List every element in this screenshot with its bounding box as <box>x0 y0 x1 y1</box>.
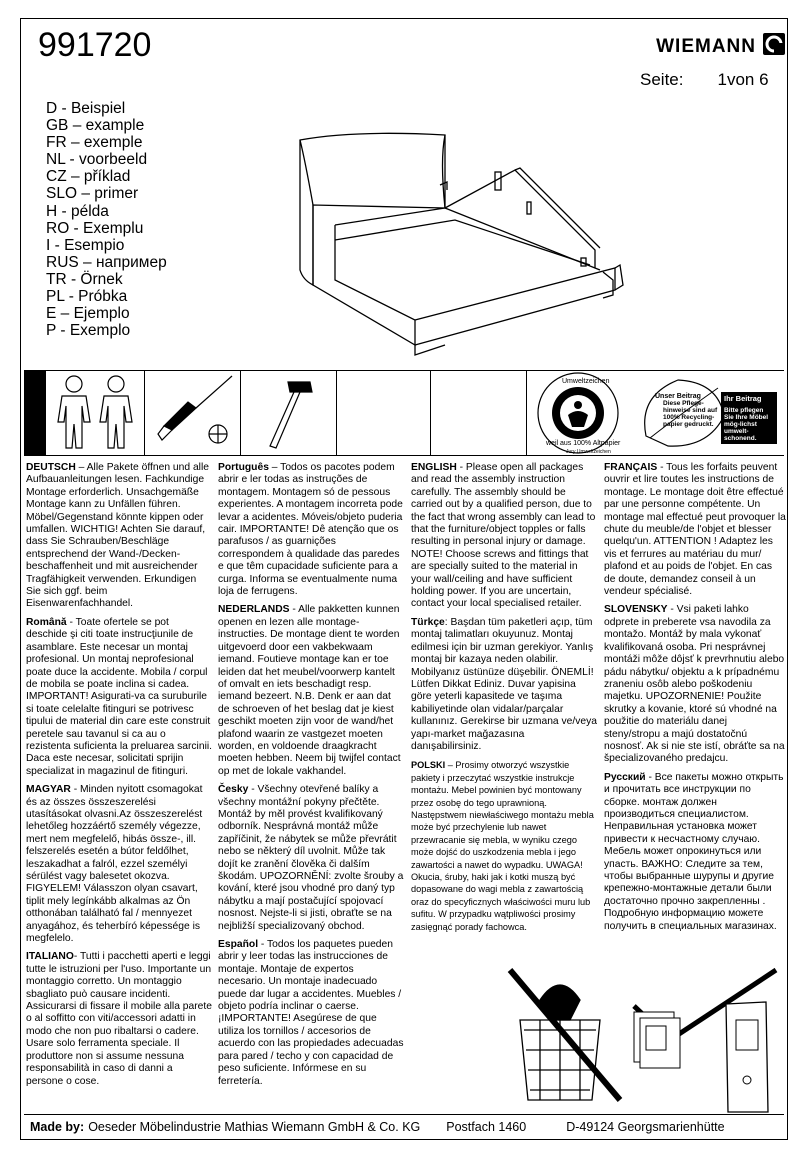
screwdriver-icon <box>152 374 236 452</box>
city: D-49124 Georgsmarienhütte <box>566 1120 725 1134</box>
page-info <box>640 70 769 90</box>
made-by-label: Made by: <box>30 1120 85 1134</box>
seal-tiny-text: Jury Umweltzeichen <box>566 449 611 455</box>
paragraph: Česky - Všechny otevřené balíky a všechny montážní pokyny přečtěte. Montáž by měl provést kvalifikovaný odborník. Nesprávná montáž může zapříčinit, že nábytek se může převrátit nebo se některý díl uvolnit. Může tak dojít ke zranění člověka či dalším škodám. UPOZORNĚNÍ: zvolte šrouby a kování, které jsou vhodné pro daný typ nábytku a mají postačující spojovací nosnost. Nejste-li si jisti, obraťte se na nejbližší specializovaný obchod. <box>218 784 404 932</box>
paragraph: ENGLISH - Please open all packages and read the assembly instruction carefully. The assembly should be carried out by a qualified person, due to the fact that wrong assembly can lead to that the furniture/object topples or falls resulting in personal injury or damage. NOTE! Choose screws and fittings that are specially suited to the material in your wall/ceiling and have sufficient holding power. If you are uncertain, contact your local specialised retailer. <box>411 462 596 610</box>
page-value: 1von 6 <box>717 70 769 89</box>
paragraph: DEUTSCH – Alle Pakete öffnen und alle Aufbauanleitungen lesen. Fachkundige Montage erforderlich. Unsachgemäße Montage kann zu Unfällen führen. Möbel/Gegenstand könnte kippen oder umfallen. WICHTIG! Achten Sie darauf, dass Sie Schrauben/Beschläge entsprechend der Wand-/Decken-beschaffenheit und mit ausreichender Tragfähigkeit verwenden. Erkundigen Sie sich ggf. beim Eisenwarenfachhandel. <box>26 462 209 610</box>
paragraph: Română - Toate ofertele se pot deschide şi citi toate instrucţiunile de asamblare. Este necesar un montaj profesional. Un montaj neprofesional poate duce la accidente. Mobila / corpul de mobila se poate inclina si cadea. IMPORTANT! Asigurati-va ca suruburile si toate celelalte fitinguri se potrivesc tipului de material din care este construit peretele sau tavanul si ca au o rezistenta suficienta la preluarea sarcinii. Daca este necesar, solicitati sprijin specializat in magazinul de fitinguri. <box>26 616 213 777</box>
paragraph: Português – Todos os pacotes podem abrir e ler todas as instruções de montagem. Montagem só de pessous experientes. A montagem incorreta pode levar a acidentes. Móveis/objeto puderia cair. IMPORTANTE! Dê atenção que os parafusos / as guarnições correspondem à qualidade das paredes e que têm cupacidade suficiente para a curga. Informa se eventualmente numa loja de ferrugens. <box>218 462 403 598</box>
language-item: TR - Örnek <box>46 270 123 288</box>
paragraph: FRANÇAIS - Tous les forfaits peuvent ouvrir et lire toutes les instructions de montage. Le montage doit être effectué par une personne compétente. Un montage mal effectué peut provoquer la chute du meuble/de l'objet et blesser quelqu'un. ATTENTION ! Adaptez les vis et ferrures au matériau du mur/ plafond et au poids de l'objet. En cas de doute, demandez conseil à un vendeur spécialisé. <box>604 462 786 598</box>
divider <box>144 370 145 455</box>
seal-top-text: Umweltzeichen <box>562 378 610 385</box>
hammer-icon <box>250 376 326 452</box>
language-item: RO - Exemplu <box>46 219 144 237</box>
badge-text: Diese Pflege-hinweise sind auf 100% Recycling-papier gedruckt. <box>663 400 718 428</box>
language-item: PL - Próbka <box>46 288 128 306</box>
two-persons-icon <box>52 372 140 452</box>
paragraph: NEDERLANDS - Alle pakketten kunnen openen en lezen alle montage-instructies. De montage dient te worden uitgevoerd door een vakbekwaam iemand. Foutieve montage kan er toe leiden dat het meubel/voorwerp kantelt of omvalt en iets beschadigt resp. iemand bezeert. N.B. Denk er aan dat de schroeven of het beslag dat je kiest geschikt moeten zijn voor de wand/het plafond waarin ze vastgezet moeten worden, en voldoende draagkracht moeten hebben. Neem bij twijfel contact op met de lokale vakhandel. <box>218 604 401 777</box>
postfach: Postfach 1460 <box>446 1120 527 1134</box>
footer <box>30 1120 745 1134</box>
language-list <box>46 100 167 339</box>
language-item: CZ – příklad <box>46 168 131 186</box>
text-column-4 <box>604 462 786 939</box>
divider <box>336 370 337 455</box>
badge-title: Ihr Beitrag <box>724 394 762 403</box>
badge-title: Unser Beitrag <box>655 393 701 400</box>
paragraph: SLOVENSKY - Vsi paketi lahko odprete in preberete vsa navodila za montažo. Montáž by mala vykonať kvalifikovaná osoba. Pri nesprávnej montáži môže dôjsť k prevrhnutiu alebo pádu nábytku/ objektu a k prípadnému zraneniu osôb alebo poškodeniu majetku. UPOZORNENIE! Použite skrutky a kovanie, ktoré sú vhodné na použitie do materiálu danej steny/stropu a majú dostatočnú nosnosť. Ak si nie ste istí, obráťte sa na špecializovaného predajcu. <box>604 604 785 765</box>
language-item: P - Exemplo <box>46 322 131 340</box>
paragraph: Русский - Все пакеты можно открыть и прочитать все инструкции по сборке. монтаж должен производиться специалистом. Неправильная установка может привести к несчастному случаю. Мебель может опрокинуться или упасть. ВАЖНО: Следите за тем, чтобы выбранные шурупы и другие крепежно-монтажные детали были достаточно прочно закрепленны . Подробную информацию можете получить в специальных магазинах. <box>604 771 784 932</box>
icon-strip-bar <box>24 370 46 455</box>
no-trash-illustration <box>500 960 640 1110</box>
text-column-1 <box>26 462 212 1094</box>
paragraph: ITALIANO- Tutti i pacchetti aperti e leggi tutte le istruzioni per l'uso. Importante un montaggio corretto. Un montaggio sbagliato può causare incidenti. Assicurarsi di fissare il mobile alla parete o al soffitto con viti/accessori adatti in modo che non puo ribaltarsi o cadere. Usare solo ferramenta speciale. Il produttore non si assume nessuna responsabilità in caso di danni a persone o cose. <box>26 951 212 1087</box>
brand-name: WIEMANN <box>656 36 756 57</box>
text-column-3 <box>411 462 597 939</box>
language-item: NL - voorbeeld <box>46 151 148 169</box>
divider <box>24 455 784 456</box>
wiemann-logo-icon <box>762 32 786 56</box>
language-item: GB – example <box>46 117 145 135</box>
language-item: D - Beispiel <box>46 100 126 117</box>
divider <box>240 370 241 455</box>
binder-icon <box>722 1000 772 1115</box>
language-item: I - Esempio <box>46 236 125 254</box>
company-name: Oeseder Möbelindustrie Mathias Wiemann GmbH & Co. KG <box>88 1120 421 1134</box>
badge-text: Bitte pflegen Sie Ihre Möbel mög-lichst umwelt-schonend. <box>724 407 769 442</box>
language-item: RUS – например <box>46 253 167 271</box>
paragraph: Türkçe: Başdan tüm paketleri açıp, tüm montaj talimatları okuyunuz. Montaj edilmesi için bir uzman gerekiyor. Yanlış montaj bir kazaya neden olabilir. Mobilyanız üstünüze düşebilir. ÖNEMLİ! Lütfen Dikkat Ediniz. Duvar yapisina göre yeterli kapasitede ve taşıma kabiliyetinde olan vidalar/parçalar kullanınız. Gerekirse bir uzmana ve/veya yapı-market mağazasına danışabilirsiniz. <box>411 616 597 752</box>
seal-bottom-text: weil aus 100% Altpapier <box>546 440 621 447</box>
divider <box>526 370 527 455</box>
document-sheets-icon <box>632 1010 682 1070</box>
bed-illustration <box>295 130 645 360</box>
language-item: FR – exemple <box>46 134 143 152</box>
language-item: E – Ejemplo <box>46 305 130 323</box>
page-label: Seite: <box>640 70 684 89</box>
divider <box>24 1114 784 1115</box>
paragraph: POLSKI – Prosimy otworzyć wszystkie pakiety i przeczytać wszystkie instrukcje montażu. Mebel powinien być montowany przez osobę do tego uprawnioną. Następstwem niewłaściwego montażu mebla może być przechylenie lub nawet przewracanie się mebla, w wyniku czego może dojść do uszkodzenia mebla i jego zawartości a nawet do wypadku. UWAGA! Okucia, śruby, haki jak i kotki muszą być dopasowane do wagi mebla z zawartością oraz do specyficznych właściwości muru lub sufitu. W przypadku wątpliwości prosimy zasięgnąć porady fachowca. <box>411 760 594 932</box>
text-column-2 <box>218 462 404 1094</box>
paragraph: MAGYAR - Minden nyitott csomagokat és az összes összeszerelési utasításokat olvasni.Az összeszerelést lehetőleg hozzáértő személy végezze, mert nem megfelelő, hibás össze-, ill. felszerelés esetén a bútor feldőlhet, leszakadhat a falról, ezzel személyi sérülést vagy balesetet okozva. FIGYELEM! Válasszon olyan csavart, tiplit mely legínkább alkalmas az Ön otthonában található fal / mennyezet anyagához, és teherbíró képessége is megfelelo. <box>26 784 203 945</box>
care-badge <box>721 392 777 444</box>
recycling-badge <box>655 393 721 443</box>
divider <box>430 370 431 455</box>
language-item: SLO – primer <box>46 185 139 203</box>
divider <box>24 370 784 371</box>
language-item: H - példa <box>46 202 109 220</box>
document-number: 991720 <box>38 26 152 64</box>
paragraph: Español - Todos los paquetes pueden abrir y leer todas las instrucciones de montaje. Montaje de expertos necesario. Un montaje inadecuado puede dar lugar a accidentes. Muebles / objeto podría inclinar o caerse. ¡IMPORTANTE! Asegúrese de que utiliza los tornillos / accesorios de acuerdo con las propiedades adecuadas para pared / techo y con capacidad de peso suficiente. Infórmese en su ferretería. <box>218 939 404 1087</box>
